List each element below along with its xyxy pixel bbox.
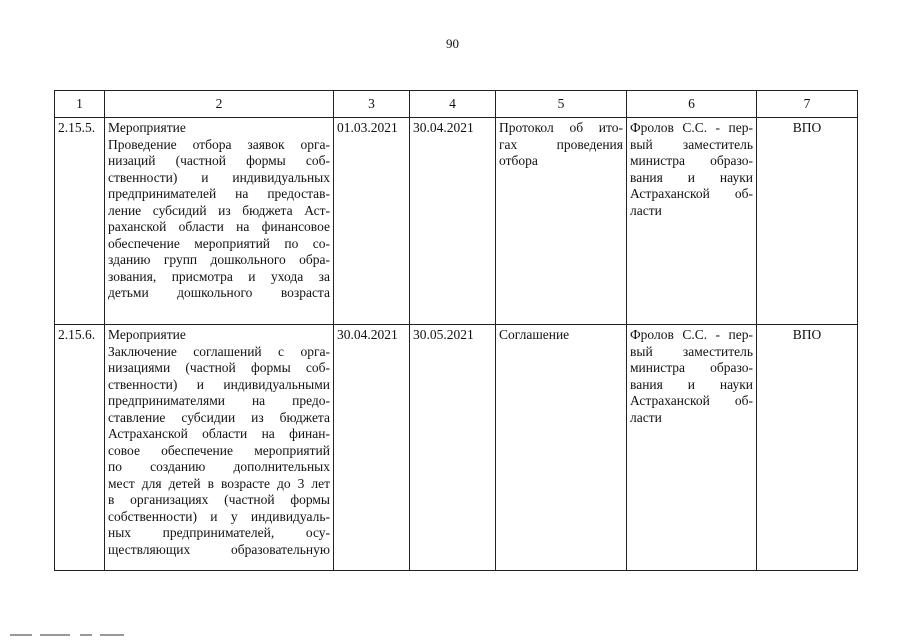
result-line: Соглашение	[499, 327, 570, 342]
header-cell: 4	[410, 91, 496, 118]
responsible-line: Фролов С.С. - пер-	[630, 327, 753, 342]
responsible-line: вый заместитель	[630, 136, 753, 152]
header-cell: 1	[55, 91, 105, 118]
row-description	[105, 325, 334, 571]
table-header-row	[55, 91, 858, 118]
start-date: 01.03.2021	[334, 118, 410, 325]
description-line: низаций (частной формы соб-	[108, 153, 330, 168]
description-line: мест для детей в возрасте до 3 лет	[108, 475, 330, 491]
result-line: Протокол об ито-	[499, 120, 623, 135]
description-line: ществляющих образовательную	[108, 541, 330, 557]
description-line: ственности) и индивидуальных	[108, 169, 330, 185]
result-line: гах проведения	[499, 136, 623, 152]
description-line: зданию групп дошкольного обра-	[108, 252, 330, 267]
responsible-line: вания и науки	[630, 376, 753, 392]
responsible-line: министра образо-	[630, 153, 753, 168]
responsible-person	[627, 118, 757, 325]
description-line: ных предпринимателей, осу-	[108, 525, 330, 540]
responsible-line: Астраханской об-	[630, 186, 753, 201]
scan-artifacts	[0, 628, 905, 640]
responsible-line: вания и науки	[630, 169, 753, 185]
start-date: 30.04.2021	[334, 325, 410, 571]
description-line: ление субсидий из бюджета Аст-	[108, 202, 330, 218]
page-number: 90	[446, 36, 459, 51]
description-line: детьми дошкольного возраста	[108, 285, 330, 300]
funding-source: ВПО	[757, 118, 858, 325]
table-row	[55, 325, 858, 571]
header-cell: 2	[105, 91, 334, 118]
row-title: Мероприятие	[108, 327, 186, 342]
header-cell: 5	[496, 91, 627, 118]
description-line: предпринимателями на предо-	[108, 393, 330, 408]
responsible-line: вый заместитель	[630, 343, 753, 359]
end-date: 30.05.2021	[410, 325, 496, 571]
description-line: обеспечение мероприятий по со-	[108, 235, 330, 251]
row-title: Мероприятие	[108, 120, 186, 135]
description-line: ставление субсидии из бюджета	[108, 409, 330, 425]
header-cell: 7	[757, 91, 858, 118]
description-line: совое обеспечение мероприятий	[108, 442, 330, 458]
responsible-line: Астраханской об-	[630, 393, 753, 408]
table-row	[55, 118, 858, 325]
row-number: 2.15.6.	[55, 325, 105, 571]
description-line: Заключение соглашений с орга-	[108, 343, 330, 359]
header-cell: 3	[334, 91, 410, 118]
description-line: в организациях (частной формы	[108, 492, 330, 507]
description-line: Астраханской области на финан-	[108, 426, 330, 441]
funding-source: ВПО	[757, 325, 858, 571]
description-line: зования, присмотра и ухода за	[108, 268, 330, 284]
end-date: 30.04.2021	[410, 118, 496, 325]
result-document	[496, 325, 627, 571]
description-line: раханской области на финансовое	[108, 219, 330, 234]
description-line: низациями (частной формы соб-	[108, 360, 330, 375]
responsible-line: ласти	[630, 202, 662, 218]
description-line: предпринимателей на предостав-	[108, 186, 330, 201]
responsible-line: министра образо-	[630, 360, 753, 375]
result-document	[496, 118, 627, 325]
header-cell: 6	[627, 91, 757, 118]
result-line: отбора	[499, 153, 538, 168]
responsible-line: ласти	[630, 409, 662, 425]
description-line: ственности) и индивидуальными	[108, 376, 330, 392]
measures-table	[54, 90, 858, 571]
description-line: по созданию дополнительных	[108, 459, 330, 474]
responsible-person	[627, 325, 757, 571]
description-line: собственности) и у индивидуаль-	[108, 508, 330, 524]
row-description	[105, 118, 334, 325]
row-number: 2.15.5.	[55, 118, 105, 325]
responsible-line: Фролов С.С. - пер-	[630, 120, 753, 135]
description-line: Проведение отбора заявок орга-	[108, 136, 330, 152]
